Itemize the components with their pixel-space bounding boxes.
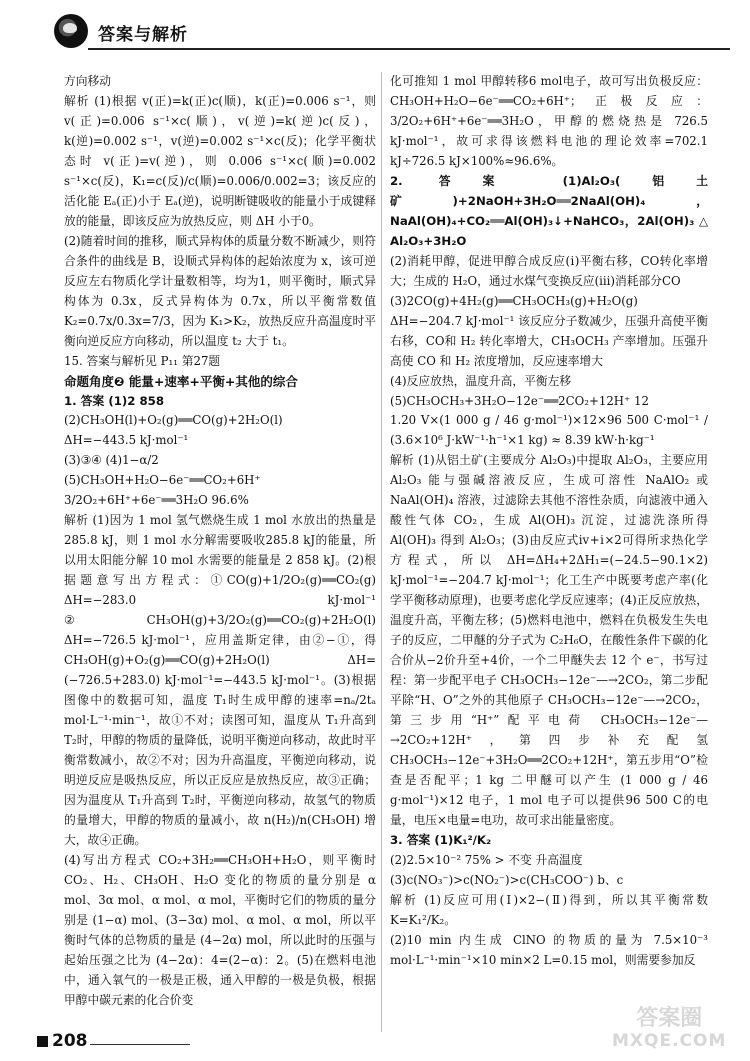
- watermark-line2: MXQE.COM: [612, 1031, 727, 1051]
- paragraph: (3)2CO(g)+4H₂(g)══CH₃OCH₃(g)+H₂O(g) ΔH=−204.7 kJ·mol⁻¹ 该反应分子数减少，压强升高使平衡右移，CO和 H₂ 转化率增大，CH₃OCH₃ 产率增加。压强升高使 CO 和 H₂ 浓度增加，反应速率增大: [390, 293, 708, 368]
- paragraph: 化可推知 1 mol 甲醇转移6 mol电子，故可写出负极反应：CH₃OH+H₂O−6e⁻══CO₂+6H⁺；正极反应：3/2O₂+6H⁺+6e⁻══3H₂O，甲醇的燃烧热是 726.5 kJ·mol⁻¹，故可求得该燃料电池的理论效率=702.1 kJ÷726.5 kJ×100%≈96.6%。: [390, 74, 708, 168]
- answer-heading: 1. 答案 (1)2 858: [64, 393, 165, 408]
- paragraph: (2)消耗甲醇，促进甲醇合成反应(ⅰ)平衡右移，CO转化率增大；生成的 H₂O，通过水煤气变换反应(ⅲ)消耗部分CO: [390, 253, 708, 288]
- paragraph: (4)写出方程式 CO₂+3H₂══CH₃OH+H₂O，则平衡时 CO₂、H₂、CH₃OH、H₂O 变化的物质的量分别是 α mol、3α mol、α mol、α mol，平衡时它们的物质的量分别是 (1−α) mol、(3−3α) mol、α mol、α mol，所以平衡时气体的总物质的量是 (4−2α) mol，所以此时的压强与起始压强之比为 (4−2α)：4=(2−α)：2。(5)在燃料电池中，通入氧气的一极是正极，通入甲醇的一极是负极，根据甲醇中碳元素的化合价变: [64, 852, 376, 1007]
- paragraph: (3)c(NO₃⁻)>c(NO₂⁻)>c(CH₃COO⁻) b、c: [390, 872, 624, 887]
- column-divider: [381, 72, 382, 1032]
- right-column: [390, 72, 708, 971]
- header-title: 答案与解析: [98, 25, 188, 45]
- equation: 1.20 V×(1 000 g / 46 g·mol⁻¹)×12×96 500 C·mol⁻¹ / (3.6×10⁶ J·kW⁻¹·h⁻¹×1 kg) ≈ 8.39 kW·h·kg⁻¹: [390, 413, 708, 448]
- equation: ΔH=−443.5 kJ·mol⁻¹: [64, 433, 189, 448]
- paragraph: (2)10 min 内生成 ClNO 的物质的量为 7.5×10⁻³ mol·L⁻¹·min⁻¹×10 min×2 L=0.15 mol，则需要参加反: [390, 932, 708, 967]
- page-number: 208: [52, 1031, 88, 1051]
- equation: (5)CH₃OH+H₂O−6e⁻══CO₂+6H⁺: [64, 473, 261, 488]
- equation: (5)CH₃OCH₃+3H₂O−12e⁻══2CO₂+12H⁺ 12: [390, 393, 649, 408]
- paragraph: (2)随着时间的推移，顺式异构体的质量分数不断减少，则符合条件的曲线是 B，设顺式异构体的起始浓度为 x，该可逆反应左右物质化学计量数相等，均为1，则平衡时，顺式异构体为 0.3x，反式异构体为 0.7x，所以平衡常数值 K₂=0.7x/0.3x=7/3，因为 K₁>K₂，放热反应升高温度时平衡向逆反应方向移动，所以温度 t₂ 大于 t₁。: [64, 233, 376, 348]
- paragraph: (2)2.5×10⁻² 75% > 不变 升高温度: [390, 852, 583, 867]
- paragraph: 解析 (1)根据 v(正)=k(正)c(顺)，k(正)=0.006 s⁻¹，则 v(正)=0.006 s⁻¹×c(顺)，v(逆)=k(逆)c(反)，k(逆)=0.002 s⁻¹，v(逆)=0.002 s⁻¹×c(反)；化学平衡状态时 v(正)=v(逆)，则 0.006 s⁻¹×c(顺)=0.002 s⁻¹×c(反)，K₁=c(反)/c(顺)=0.006/0.002=3；该反应的活化能 Eₐ(正)小于 Eₐ(逆)，说明断键吸收的能量小于成键释放的能量，即该反应为放热反应，则 ΔH 小于0。: [64, 93, 376, 228]
- paragraph: (3)③④ (4)1−α/2: [64, 453, 159, 468]
- equation: 3/2O₂+6H⁺+6e⁻══3H₂O 96.6%: [64, 493, 249, 508]
- watermark-line1: 答案圈: [636, 1006, 703, 1031]
- paragraph: 解析 (1)从铝土矿(主要成分 Al₂O₃)中提取 Al₂O₃，主要应用 Al₂O₃ 能与强碱溶液反应，生成可溶性 NaAlO₂ 或 NaAl(OH)₄ 溶液，过滤除去其他不溶性杂质，向滤液中通入酸性气体 CO₂，生成 Al(OH)₃ 沉淀，过滤洗涤所得 Al(OH)₃ 得到 Al₂O₃；(3)由反应式ⅳ+ⅰ×2可得所求热化学方程式，所以 ΔH=ΔH₄+2ΔH₁=(−24.5−90.1×2) kJ·mol⁻¹=−204.7 kJ·mol⁻¹；化工生产中既要考虑产率(化学平衡移动原理)，也要考虑化学反应速率；(4)正反应放热，温度升高，平衡左移；(5)燃料电池中，燃料在负极发生失电子的反应，二甲醚的分子式为 C₂H₆O，在酸性条件下碳的化合价从−2价升至+4价，一个二甲醚失去 12 个 e⁻，书写过程：第一步配平电子 CH₃OCH₃−12e⁻—→2CO₂，第二步配平除“H、O”之外的其他原子 CH₃OCH₃−12e⁻—→2CO₂，第三步用“H⁺”配平电荷 CH₃OCH₃−12e⁻—→2CO₂+12H⁺，第四步补充配氢 CH₃OCH₃−12e⁻+3H₂O══2CO₂+12H⁺，第五步用“O”检查是否配平；1 kg 二甲醚可以产生 (1 000 g / 46 g·mol⁻¹)×12 电子，1 mol 电子可以提供96 500 C的电量，电压×电量=电功，故可求出能量密度。: [390, 453, 708, 827]
- left-column: [64, 72, 376, 1011]
- paragraph: (4)反应放热，温度升高，平衡左移: [390, 373, 572, 388]
- section-heading: 命题角度❷ 能量+速率+平衡+其他的综合: [64, 373, 298, 389]
- paragraph: 解析 (1)反应可用(Ⅰ)×2−(Ⅱ)得到，所以其平衡常数 K=K₁²/K₂。: [390, 892, 708, 927]
- answer-heading: 2. 答案 (1)Al₂O₃(铝土矿)+2NaOH+3H₂O══2NaAl(OH)₄，NaAl(OH)₄+CO₂══Al(OH)₃↓+NaHCO₃，2Al(OH)₃ △ Al₂O₃+3H₂O: [390, 173, 708, 248]
- paragraph: 15. 答案与解析见 P₁₁ 第27题: [64, 353, 221, 368]
- watermark: [612, 1008, 726, 1052]
- footer-rule: [90, 1044, 190, 1045]
- book-logo-icon: [54, 14, 88, 48]
- answer-heading: 3. 答案 (1)K₁²/K₂: [390, 832, 492, 847]
- header-rule: [88, 48, 730, 50]
- paragraph: 解析 (1)因为 1 mol 氢气燃烧生成 1 mol 水放出的热量是 285.8 kJ，则 1 mol 水分解需要吸收285.8 kJ的能量，所以用太阳能分解 10 mol 水需要的能量是 2 858 kJ。(2)根据题意写出方程式：①CO(g)+1/2O₂(g)══CO₂(g) ΔH=−283.0 kJ·mol⁻¹ ②CH₃OH(g)+3/2O₂(g)══CO₂(g)+2H₂O(l) ΔH=−726.5 kJ·mol⁻¹，应用盖斯定律，由②−①，得 CH₃OH(g)+O₂(g)══CO(g)+2H₂O(l) ΔH=(−726.5+283.0) kJ·mol⁻¹=−443.5 kJ·mol⁻¹。(3)根据图像中的数据可知，温度 T₁时生成甲醇的速率=nₐ/2tₐ mol·L⁻¹·min⁻¹，故①不对；读图可知，温度从 T₁升高到 T₂时，甲醇的物质的量降低，说明平衡逆向移动，故此时平衡常数减小，故②不对；因为升高温度，平衡逆向移动，说明逆反应是吸热反应，所以正反应是放热反应，故③正确；因为温度从 T₁升高到 T₂时，平衡逆向移动，故氢气的物质的量增大，甲醇的物质的量减小，故 n(H₂)/n(CH₃OH) 增大，故④正确。: [64, 513, 376, 847]
- page-header: [18, 12, 730, 52]
- footer-square-icon: [37, 1036, 48, 1047]
- equation: (2)CH₃OH(l)+O₂(g)══CO(g)+2H₂O(l): [64, 413, 283, 428]
- paragraph: 方向移动: [64, 74, 111, 88]
